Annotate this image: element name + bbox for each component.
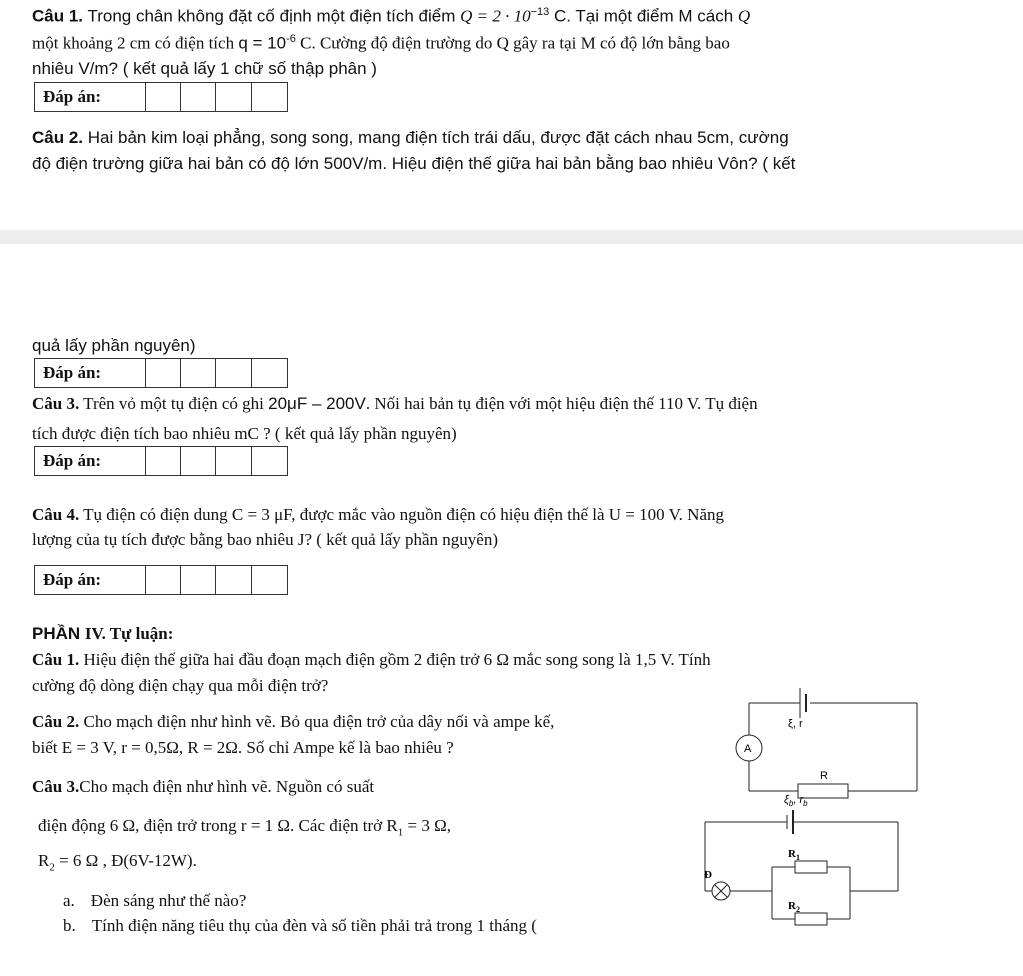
resistor-r1-icon	[795, 861, 827, 873]
ammeter-label: A	[744, 743, 752, 755]
q3-line1: Câu 3. Trên vỏ một tụ điện có ghi 20μF – 200V. Nối hai bản tụ điện với một hiệu điện thế 110 V. Tụ điện	[32, 394, 758, 413]
answer-cell[interactable]	[181, 566, 216, 594]
answer-cell[interactable]	[252, 566, 287, 594]
circuit-diagram-1	[700, 680, 930, 800]
answer-cell[interactable]	[146, 566, 181, 594]
part4-c1-line1: Câu 1. Hiệu điện thế giữa hai đầu đoạn mạch điện gồm 2 điện trở 6 Ω mắc song song là 1,5 V. Tính	[32, 650, 711, 669]
page-break	[0, 230, 1023, 244]
part4-item-a: a. Đèn sáng như thế nào?	[63, 891, 247, 910]
answer-cell[interactable]	[252, 447, 287, 475]
answer-label: Đáp án:	[35, 83, 146, 111]
part4-c3-line3: $R_2 = 6$ Ω , Đ(6V-12W).	[38, 851, 197, 874]
part4-item-b: b. Tính điện năng tiêu thụ của đèn và số tiền phải trả trong 1 tháng (	[63, 916, 537, 935]
source-label: $\xi_b$, $r_b$	[784, 794, 808, 808]
q1-line2: một khoảng 2 cm có điện tích $q = 10^{-6}$ C. Cường độ điện trường do Q gây ra tại M có độ lớn bằng bao	[32, 33, 730, 53]
answer-cell[interactable]	[252, 83, 287, 111]
answer-cell[interactable]	[181, 447, 216, 475]
part4-heading: PHẦN IV. Tự luận:	[32, 624, 174, 643]
r2-label: $R_2$	[788, 900, 800, 914]
answer-cell[interactable]	[216, 359, 251, 387]
part4-c2-line1: Câu 2. Cho mạch điện như hình vẽ. Bỏ qua điện trở của dây nối và ampe kế,	[32, 712, 555, 731]
answer-cell[interactable]	[181, 83, 216, 111]
q4-line2: lượng của tụ tích được bằng bao nhiêu J? ( kết quả lấy phần nguyên)	[32, 530, 498, 549]
lamp-label: Đ	[704, 869, 712, 881]
answer-cell[interactable]	[216, 447, 251, 475]
answer-box-q4	[34, 565, 288, 595]
q2-line1: Câu 2. Hai bản kim loại phẳng, song song, mang điện tích trái dấu, được đặt cách nhau 5cm, cường	[32, 128, 789, 147]
answer-label: Đáp án:	[35, 359, 146, 387]
part4-c3-line2: điện động 6 Ω, điện trở trong r = 1 Ω. Các điện trở $R_1 = 3$ Ω,	[38, 816, 451, 839]
answer-cell[interactable]	[216, 83, 251, 111]
r1-label: $R_1$	[788, 848, 800, 862]
part4-c3-line1: Câu 3.Cho mạch điện như hình vẽ. Nguồn có suất	[32, 777, 375, 796]
answer-cell[interactable]	[146, 447, 181, 475]
q1-line1: Câu 1. Trong chân không đặt cố định một điện tích điểm $Q = 2 \cdot 10^{-13}$ C. Tại một điểm M cách Q	[32, 6, 751, 26]
part4-c2-line2: biết E = 3 V, r = 0,5Ω, R = 2Ω. Số chỉ Ampe kế là bao nhiêu ?	[32, 738, 454, 757]
answer-cell[interactable]	[252, 359, 287, 387]
q4-line1: Câu 4. Tụ điện có điện dung C = 3 μF, được mắc vào nguồn điện có hiệu điện thế là U = 100 V. Năng	[32, 505, 724, 524]
answer-label: Đáp án:	[35, 566, 146, 594]
answer-box-q3	[34, 446, 288, 476]
resistor-r2-icon	[795, 913, 827, 925]
q1-line3: nhiêu V/m? ( kết quả lấy 1 chữ số thập phân )	[32, 59, 377, 78]
circuit-diagram-2	[690, 790, 910, 930]
q3-line2: tích được điện tích bao nhiêu mC ? ( kết quả lấy phần nguyên)	[32, 424, 457, 443]
answer-label: Đáp án:	[35, 447, 146, 475]
answer-box-q2	[34, 358, 288, 388]
answer-box-q1	[34, 82, 288, 112]
answer-cell[interactable]	[146, 359, 181, 387]
part4-c1-line2: cường độ dòng điện chạy qua mỗi điện trở?	[32, 676, 329, 695]
answer-cell[interactable]	[181, 359, 216, 387]
q2-line3: quả lấy phần nguyên)	[32, 336, 196, 355]
resistor-label: R	[820, 770, 828, 782]
source-label: ξ, r	[788, 718, 803, 730]
q2-line2: độ điện trường giữa hai bản có độ lớn 500V/m. Hiệu điện thế giữa hai bản bằng bao nhiêu Vôn? ( kết	[32, 154, 796, 173]
answer-cell[interactable]	[146, 83, 181, 111]
answer-cell[interactable]	[216, 566, 251, 594]
